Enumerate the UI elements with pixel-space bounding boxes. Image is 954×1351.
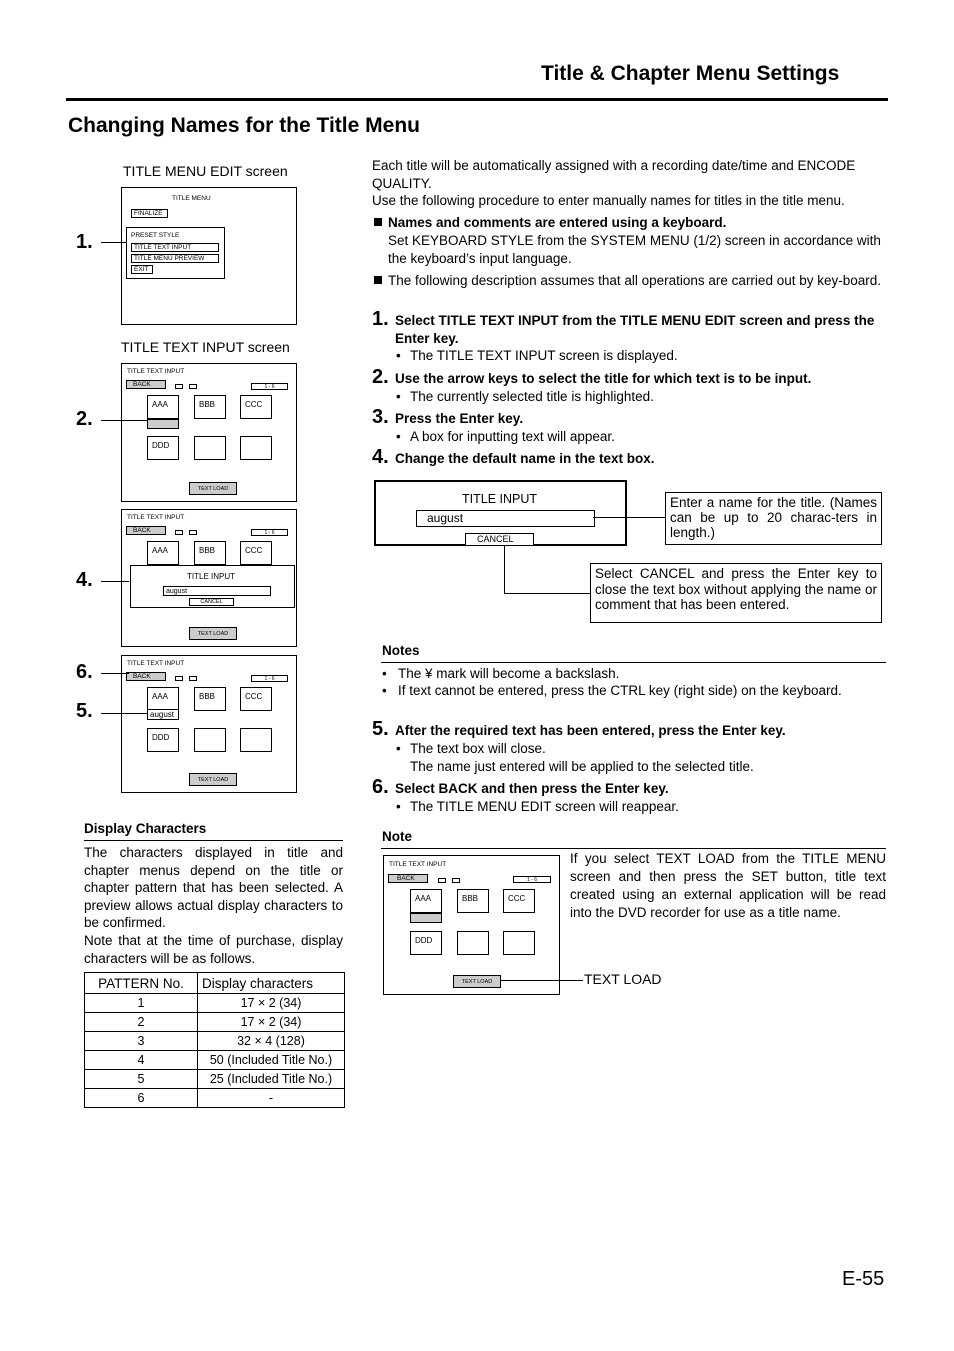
finalize-button[interactable]: FINALIZE	[131, 209, 168, 218]
table-cell: 32 × 4 (128)	[198, 1032, 345, 1051]
note-text: If you select TEXT LOAD from the TITLE MENU screen and then press the SET button, title text created using an external application will be read into the DVD recorder for use as a title name.	[570, 851, 886, 920]
note-bullet: •	[382, 666, 387, 681]
step-number: 1.	[372, 308, 389, 330]
table-row	[85, 1013, 345, 1032]
step-number: 6.	[372, 776, 389, 798]
title-box[interactable]: BBB	[457, 889, 489, 913]
title-menu-edit-screen	[121, 187, 297, 325]
step-sub: The currently selected title is highlighted.	[410, 389, 654, 404]
table-cell: 25 (Included Title No.)	[198, 1070, 345, 1089]
back-button[interactable]: BACK	[126, 526, 166, 535]
leader-line	[101, 673, 129, 674]
title-box[interactable]: CCC	[503, 889, 535, 913]
title-text-input-screen	[121, 655, 297, 793]
table-row	[85, 1089, 345, 1108]
step-sub: A box for inputting text will appear.	[410, 429, 615, 444]
step-marker: 2.	[76, 408, 93, 430]
page-indicator: 1 - 6	[251, 529, 288, 536]
leader-line	[101, 581, 129, 582]
title-box[interactable]: AAA	[410, 889, 442, 913]
table-cell: 17 × 2 (34)	[198, 1013, 345, 1032]
arrow-right-icon[interactable]	[189, 384, 197, 389]
menu-item[interactable]: PRESET STYLE	[131, 232, 180, 239]
step-number: 5.	[372, 718, 389, 740]
title-box[interactable]: AAA	[147, 687, 179, 711]
title-box[interactable]: DDD	[147, 728, 179, 752]
display-characters-heading: Display Characters	[84, 821, 207, 836]
text-load-button[interactable]: TEXT LOAD	[189, 773, 237, 786]
step-text: Select BACK and then press the Enter key.	[395, 781, 669, 796]
intro-p2: Use the following procedure to enter manually names for titles in the title menu.	[372, 193, 845, 208]
step-bullet: •	[396, 348, 401, 363]
back-button[interactable]: BACK	[126, 380, 166, 389]
intro-bullet-text: Set KEYBOARD STYLE from the SYSTEM MENU (1/2) screen in accordance with the keyboard’s input language.	[388, 233, 881, 266]
intro-p1: Each title will be automatically assigned with a recording date/time and ENCODE QUALITY.	[372, 158, 856, 191]
title-box[interactable]: BBB	[194, 541, 226, 565]
arrow-left-icon[interactable]	[175, 530, 183, 535]
step-marker: 5.	[76, 700, 93, 722]
title-input-field[interactable]: august	[163, 586, 271, 596]
step-marker: 4.	[76, 569, 93, 591]
step-text: Select TITLE TEXT INPUT from the TITLE MENU EDIT screen and press the Enter key.	[395, 313, 875, 346]
cancel-button[interactable]: CANCEL	[465, 533, 534, 546]
table-row	[85, 1051, 345, 1070]
bullet-square-icon	[374, 218, 382, 226]
text-load-label: TEXT LOAD	[584, 971, 662, 987]
step-marker: 6.	[76, 661, 93, 683]
step-bullet: •	[396, 741, 401, 756]
table-cell: 2	[85, 1013, 198, 1032]
leader-line	[101, 420, 147, 421]
bullet-square-icon	[374, 276, 382, 284]
page-indicator: 1 - 6	[251, 383, 288, 390]
title-box[interactable]: CCC	[240, 541, 272, 565]
title-name-field: august	[147, 709, 179, 720]
table-header: Display characters	[198, 973, 345, 994]
title-input-box	[130, 565, 295, 608]
table-header: PATTERN No.	[85, 973, 198, 994]
step-text: Change the default name in the text box.	[395, 451, 655, 466]
title-text-input-screen	[121, 509, 297, 647]
table-row	[85, 1032, 345, 1051]
title-box-empty[interactable]	[194, 728, 226, 752]
table-cell: 17 × 2 (34)	[198, 994, 345, 1013]
step-text: After the required text has been entered, press the Enter key.	[395, 723, 786, 738]
page-title: Changing Names for the Title Menu	[68, 114, 420, 137]
display-characters-text2: Note that at the time of purchase, display characters will be as follows.	[84, 933, 343, 966]
title-box[interactable]: AAA	[147, 541, 179, 565]
title-box[interactable]: AAA	[147, 395, 179, 419]
page-indicator: 1 - 6	[251, 675, 288, 682]
step-text: Press the Enter key.	[395, 411, 524, 426]
section-title: Title & Chapter Menu Settings	[541, 62, 840, 85]
arrow-right-icon[interactable]	[189, 676, 197, 681]
back-button[interactable]: BACK	[126, 672, 166, 681]
title-text-input-screen	[383, 855, 560, 995]
arrow-right-icon[interactable]	[189, 530, 197, 535]
screen-heading: TITLE TEXT INPUT	[389, 861, 447, 868]
step-sub: The text box will close.	[410, 741, 546, 756]
step-text: Use the arrow keys to select the title for which text is to be input.	[395, 371, 812, 386]
table-header-row	[85, 973, 345, 994]
table-cell: 6	[85, 1089, 198, 1108]
leader-line	[593, 517, 665, 518]
title-box-empty[interactable]	[503, 931, 535, 955]
menu-item[interactable]: TITLE TEXT INPUT	[131, 243, 219, 252]
title-box[interactable]: DDD	[410, 931, 442, 955]
note-item: The ¥ mark will become a backslash.	[398, 666, 620, 681]
screen-heading: TITLE MENU	[172, 195, 211, 202]
callout-enter-name: Enter a name for the title. (Names can be up to 20 charac-ters in length.)	[665, 492, 882, 545]
note-heading: Note	[382, 829, 412, 844]
table-cell: 5	[85, 1070, 198, 1089]
title-input-heading: TITLE INPUT	[187, 572, 236, 581]
step-sub: The name just entered will be applied to the selected title.	[410, 759, 754, 774]
section-rule	[84, 840, 343, 841]
title-highlight	[410, 913, 442, 923]
note-rule	[381, 848, 886, 849]
intro-bullet-bold: Names and comments are entered using a keyboard.	[388, 215, 727, 230]
table-cell: 50 (Included Title No.)	[198, 1051, 345, 1070]
step-number: 4.	[372, 446, 389, 468]
title-menu-edit-caption: TITLE MENU EDIT screen	[123, 163, 288, 179]
back-button[interactable]: BACK	[388, 874, 428, 883]
step-bullet: •	[396, 799, 401, 814]
step-marker: 1.	[76, 231, 93, 253]
leader-line	[504, 593, 590, 594]
title-box[interactable]: DDD	[147, 436, 179, 460]
title-box-empty[interactable]	[457, 931, 489, 955]
display-characters-text: The characters displayed in title and chapter menus depend on the title or chapter pattern that has been selected. A preview allows actual display characters to be confirmed.	[84, 845, 343, 930]
title-input-dialog	[374, 480, 627, 546]
page-number: E-55	[842, 1268, 885, 1290]
callout-cancel: Select CANCEL and press the Enter key to close the text box without applying the name or comment that has been entered.	[590, 563, 882, 623]
notes-heading: Notes	[382, 643, 420, 658]
title-highlight	[147, 419, 179, 429]
leader-line	[101, 713, 147, 714]
table-cell: 1	[85, 994, 198, 1013]
title-box[interactable]: BBB	[194, 687, 226, 711]
text-load-button[interactable]: TEXT LOAD	[189, 482, 237, 495]
page-indicator: 1 - 6	[513, 876, 551, 883]
arrow-left-icon[interactable]	[175, 384, 183, 389]
table-cell: -	[198, 1089, 345, 1108]
screen-heading: TITLE TEXT INPUT	[127, 514, 185, 521]
step-number: 3.	[372, 406, 389, 428]
title-box-empty[interactable]	[194, 436, 226, 460]
pattern-table	[84, 972, 345, 1108]
intro-bullet-text: The following description assumes that all operations are carried out by key-board.	[388, 273, 882, 288]
table-cell: 3	[85, 1032, 198, 1051]
step-sub: The TITLE MENU EDIT screen will reappear.	[410, 799, 679, 814]
screen-heading: TITLE TEXT INPUT	[127, 368, 185, 375]
title-input-field[interactable]: august	[416, 510, 595, 527]
text-load-button[interactable]: TEXT LOAD	[453, 975, 501, 988]
arrow-left-icon[interactable]	[438, 878, 446, 883]
title-box[interactable]: CCC	[240, 687, 272, 711]
step-bullet: •	[396, 389, 401, 404]
step-sub: The TITLE TEXT INPUT screen is displayed.	[410, 348, 678, 363]
step-number: 2.	[372, 366, 389, 388]
arrow-right-icon[interactable]	[452, 878, 460, 883]
note-bullet: •	[382, 683, 387, 698]
arrow-left-icon[interactable]	[175, 676, 183, 681]
table-row	[85, 1070, 345, 1089]
title-text-input-caption: TITLE TEXT INPUT screen	[121, 339, 290, 355]
text-load-button[interactable]: TEXT LOAD	[189, 627, 237, 640]
title-text-input-screen	[121, 363, 297, 502]
table-cell: 4	[85, 1051, 198, 1070]
table-row	[85, 994, 345, 1013]
notes-rule	[381, 662, 886, 663]
step-bullet: •	[396, 429, 401, 444]
header-rule	[66, 98, 888, 101]
title-box-empty[interactable]	[240, 436, 272, 460]
leader-line	[101, 242, 127, 243]
title-box[interactable]: BBB	[194, 395, 226, 419]
leader-line	[504, 546, 505, 593]
title-input-heading: TITLE INPUT	[462, 492, 538, 506]
cancel-button[interactable]: CANCEL	[189, 598, 234, 606]
menu-item[interactable]: EXIT	[131, 265, 153, 274]
title-box-empty[interactable]	[240, 728, 272, 752]
leader-line	[500, 980, 583, 981]
title-box[interactable]: CCC	[240, 395, 272, 419]
note-item: If text cannot be entered, press the CTRL key (right side) on the keyboard.	[398, 683, 842, 698]
menu-item[interactable]: TITLE MENU PREVIEW	[131, 254, 219, 263]
screen-heading: TITLE TEXT INPUT	[127, 660, 185, 667]
